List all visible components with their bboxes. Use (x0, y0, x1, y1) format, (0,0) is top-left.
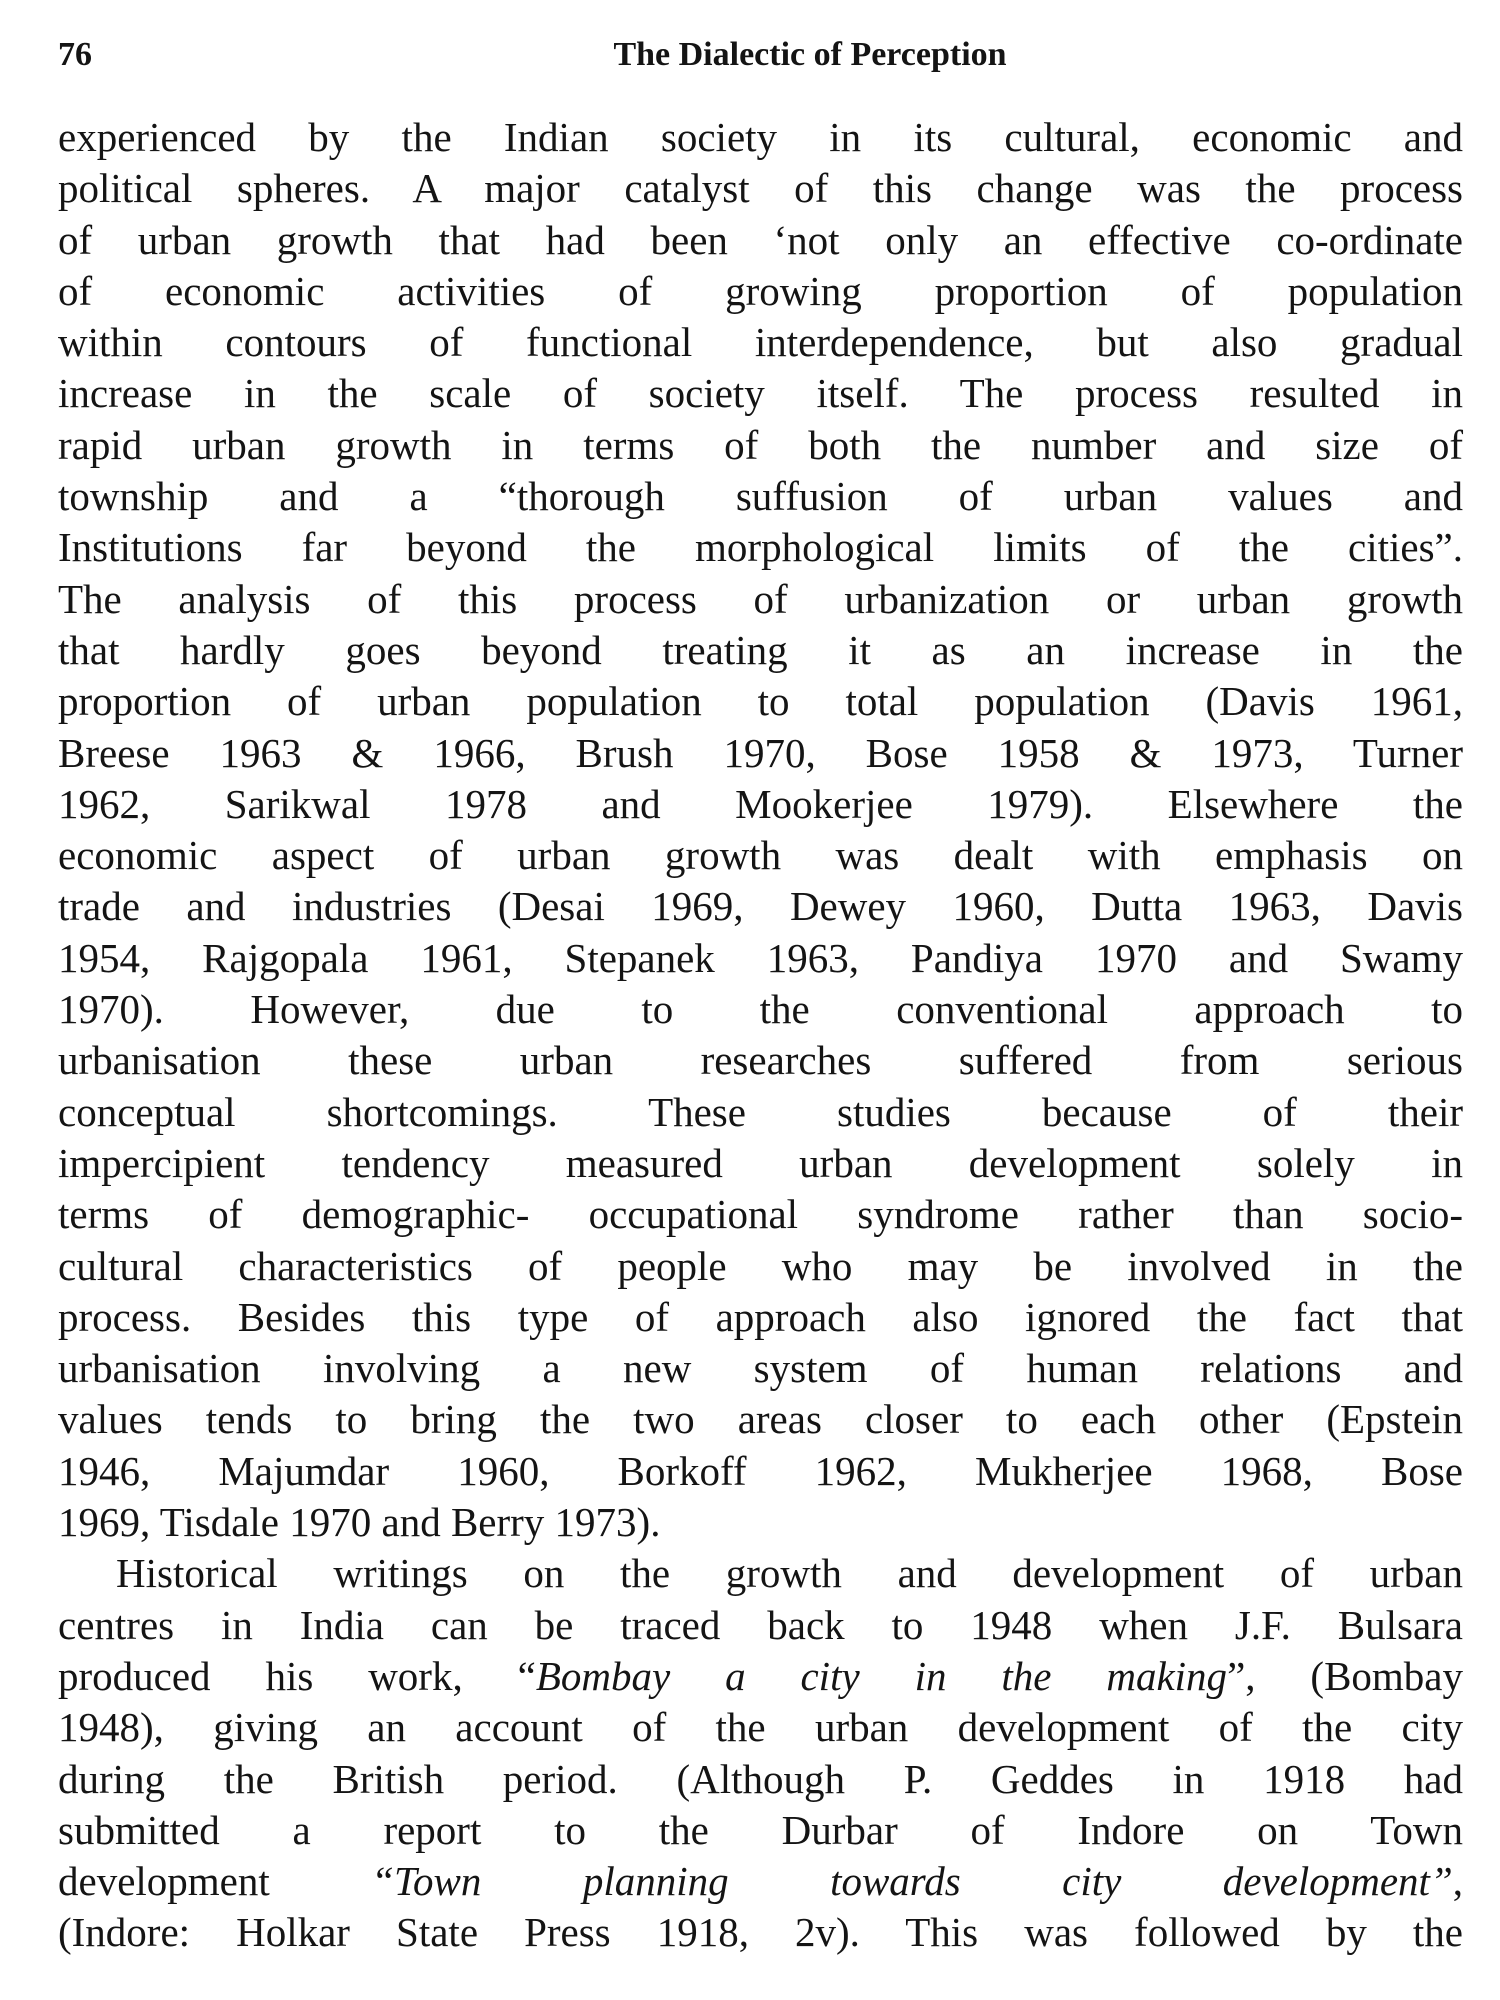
text-line: 1948), giving an account of the urban development of the city (58, 1704, 1463, 1751)
text-line: submitted a report to the Durbar of Indore on Town (58, 1806, 1463, 1853)
text-line: increase in the scale of society itself. The process resulted in (58, 370, 1463, 417)
text-line: of economic activities of growing proportion of population (58, 267, 1463, 314)
text-run: produced his work, “ (58, 1652, 536, 1699)
text-line: impercipient tendency measured urban development solely in (58, 1139, 1463, 1186)
paragraph-2 (58, 1548, 1463, 1958)
text-line: Historical writings on the growth and development of urban (116, 1550, 1463, 1597)
text-run: development (58, 1858, 372, 1905)
text-line: The analysis of this process of urbanization or urban growth (58, 575, 1463, 622)
text-run: ”, (Bombay (1227, 1652, 1464, 1699)
paragraph-1 (58, 112, 1463, 1548)
page-number: 76 (58, 36, 92, 73)
text-line: 1946, Majumdar 1960, Borkoff 1962, Mukherjee 1968, Bose (58, 1447, 1463, 1494)
text-line: urbanisation these urban researches suffered from serious (58, 1037, 1463, 1084)
text-line: 1969, Tisdale 1970 and Berry 1973). (58, 1499, 661, 1546)
text-line: township and a “thorough suffusion of urban values and (58, 473, 1463, 520)
text-line: values tends to bring the two areas closer to each other (Epstein (58, 1396, 1463, 1443)
report-title: “Town planning towards city development” (371, 1858, 1453, 1905)
book-title: Bombay a city in the making (535, 1652, 1228, 1699)
text-line (58, 1856, 1463, 1907)
text-line (58, 1651, 1463, 1702)
text-line: trade and industries (Desai 1969, Dewey 1960, Dutta 1963, Davis (58, 883, 1463, 930)
body-text (58, 112, 1463, 1959)
text-line: process. Besides this type of approach also ignored the fact that (58, 1293, 1463, 1340)
text-line: Institutions far beyond the morphological limits of the cities”. (58, 524, 1463, 571)
text-line: economic aspect of urban growth was dealt with emphasis on (58, 832, 1463, 879)
text-line: 1954, Rajgopala 1961, Stepanek 1963, Pandiya 1970 and Swamy (58, 934, 1463, 981)
text-line: rapid urban growth in terms of both the number and size of (58, 421, 1463, 468)
text-line: within contours of functional interdependence, but also gradual (58, 319, 1463, 366)
text-line: urbanisation involving a new system of human relations and (58, 1345, 1463, 1392)
text-line: of urban growth that had been ‘not only an effective co-ordinate (58, 216, 1463, 263)
text-line: that hardly goes beyond treating it as an increase in the (58, 626, 1463, 673)
text-line: political spheres. A major catalyst of this change was the process (58, 165, 1463, 212)
text-run: , (1452, 1858, 1463, 1905)
text-line: experienced by the Indian society in its cultural, economic and (58, 114, 1463, 160)
text-line: centres in India can be traced back to 1948 when J.F. Bulsara (58, 1601, 1463, 1648)
text-line: terms of demographic- occupational syndrome rather than socio- (58, 1191, 1463, 1238)
text-line: (Indore: Holkar State Press 1918, 2v). This was followed by the (58, 1909, 1463, 1956)
text-line: conceptual shortcomings. These studies because of their (58, 1088, 1463, 1135)
running-head (0, 30, 1500, 80)
text-line: during the British period. (Although P. Geddes in 1918 had (58, 1755, 1463, 1802)
text-line: Breese 1963 & 1966, Brush 1970, Bose 1958 & 1973, Turner (58, 729, 1463, 776)
running-title: The Dialectic of Perception (613, 36, 1007, 73)
text-line: cultural characteristics of people who may be involved in the (58, 1242, 1463, 1289)
text-line: 1970). However, due to the conventional approach to (58, 986, 1463, 1033)
text-line: 1962, Sarikwal 1978 and Mookerjee 1979). Elsewhere the (58, 780, 1463, 827)
text-line: proportion of urban population to total population (Davis 1961, (58, 678, 1463, 725)
